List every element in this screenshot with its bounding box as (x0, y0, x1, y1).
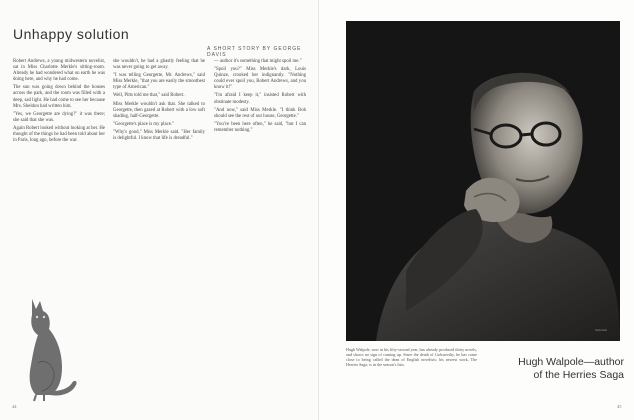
photo-headline (494, 356, 624, 382)
text-column-3 (214, 59, 306, 136)
paragraph: she wouldn't, he had a ghastly feeling that he was never going to get away. (113, 59, 205, 71)
paragraph: "Why's good," Miss Merkle said. "Her family is delightful. I know that life is dreadful." (113, 129, 205, 142)
paragraph: "I'm afraid I keep it," insisted Robert with obstinate modesty. (214, 93, 306, 105)
paragraph: Miss Merkle wouldn't ask that. She talked to Georgette, then gazed at Robert with a low soft shading, half-Georgette. (113, 101, 205, 119)
paragraph: "Georgette's place is my place." (113, 121, 175, 127)
cat-illustration (22, 293, 80, 403)
story-title: Unhappy solution (13, 26, 130, 42)
text-column-1 (13, 59, 105, 146)
paragraph: Robert Andrews, a young midwestern novelist, sat in Miss Charlotte Merkle's sitting-room. Already he had wondered what on earth he was doing here, and why he had come. (13, 59, 105, 83)
paragraph: "And now," said Miss Merkle. "I think Bob should see the rest of our house, Georgette." (214, 107, 306, 119)
paragraph: The sun was going down behind the houses across the park, and the room was filled with a deep, sad light. He had come to see her because Mrs. Sheldon had written him. (13, 85, 105, 109)
photo-caption: Hugh Walpole, now in his fifty-second year, has already produced thirty novels, and shows no sign of coming up. Since the death of Galsworthy, he has come close to being called the dean of English novelists; his newest work, The Herries Saga, is in the season's lists. (346, 347, 477, 368)
page-number-left: 44 (12, 404, 17, 409)
paragraph: "You've been here often," he said, "but I can remember nothing." (214, 121, 306, 133)
page-number-right: 45 (617, 404, 622, 409)
paragraph: — author it's something that might spoil me." (214, 59, 302, 64)
text-column-2 (113, 59, 205, 144)
photo-credit: Steichen (595, 328, 608, 332)
paragraph: "Yes, we Georgette are dying?" it was there; she said that she was. (13, 111, 105, 123)
paragraph: "Spoil you?" Miss Merkle's dark, Louis Quinze, crooked her indignantly. "Nothing could ever spoil you, Robert Andrews, and you know it!" (214, 67, 306, 91)
paragraph: Well, Pitts told me that," said Robert. (113, 93, 185, 99)
headline-line-1: Hugh Walpole—author (518, 356, 624, 368)
story-byline: A SHORT STORY BY GEORGE DAVIS (207, 46, 302, 58)
headline-line-2: of the Herries Saga (533, 369, 624, 381)
paragraph: Again Robert looked without looking at her. He thought of the things he had been told about her in Paris, long ago, before the war. (13, 125, 105, 144)
paragraph: "I was telling Georgette, Mr. Andrews," said Miss Merkle, "that you are easily the smoothest type of American." (113, 73, 205, 91)
portrait-photo (346, 21, 620, 341)
